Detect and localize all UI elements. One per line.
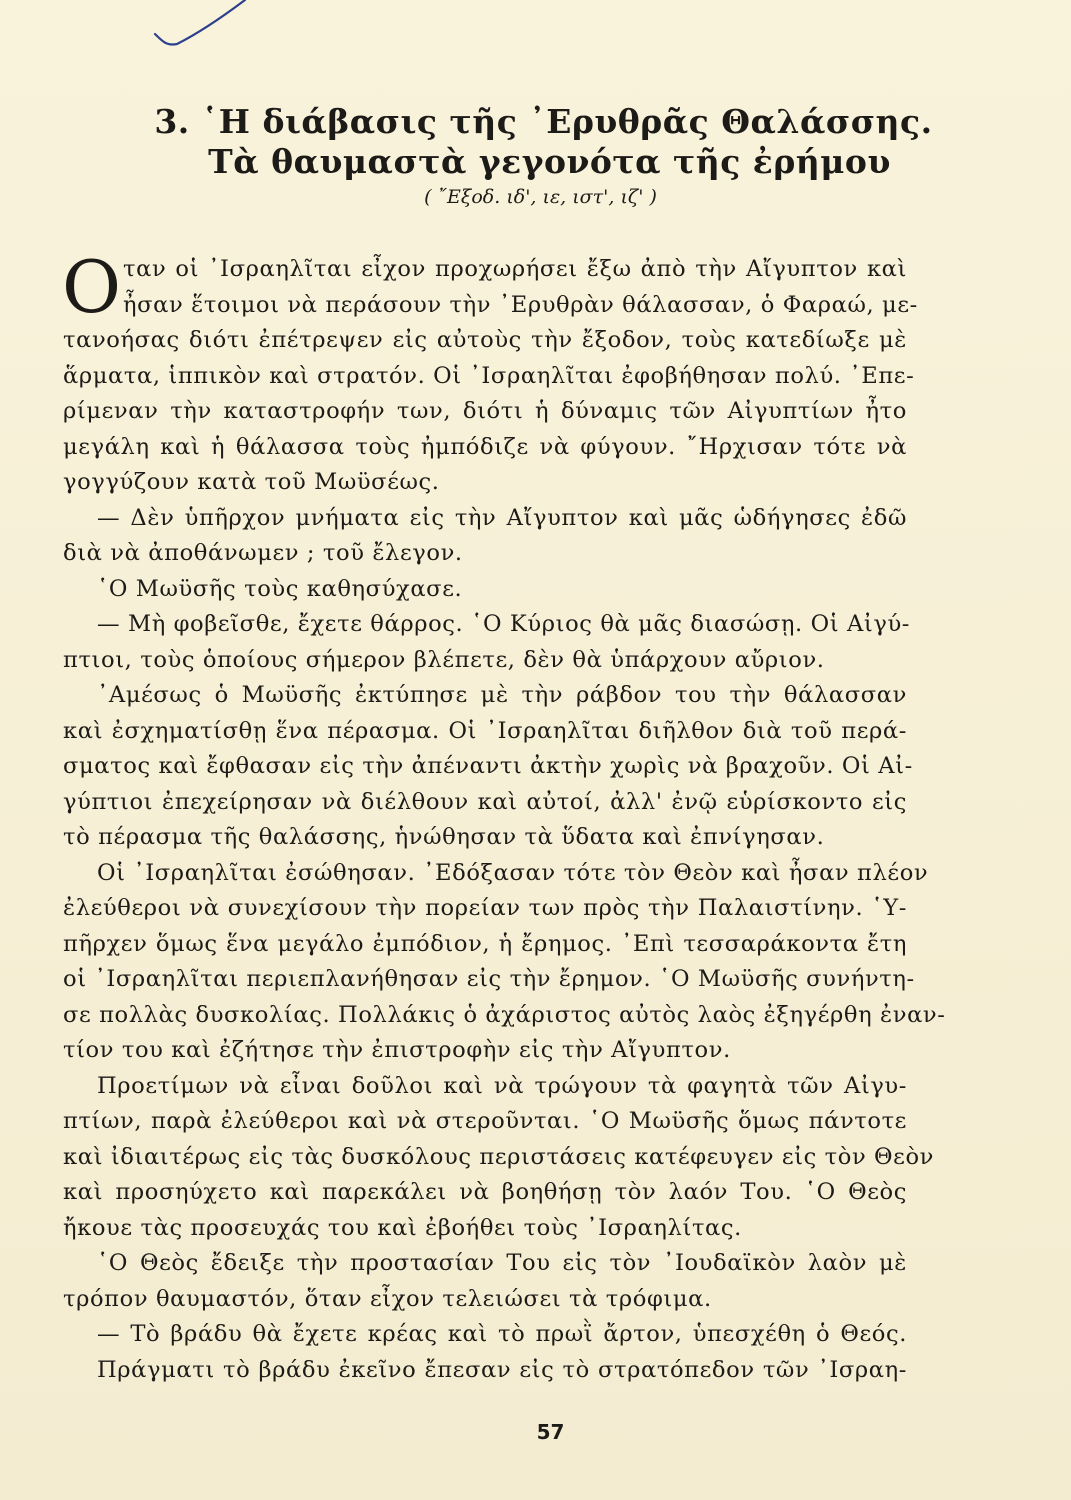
text-line: τρόπον θαυμαστόν, ὅταν εἶχον τελειώσει τὰ τρόφιμα. (63, 1285, 712, 1312)
text-line: ῾Ο Μωϋσῆς τοὺς καθησύχασε. (97, 575, 463, 602)
text-line: γύπτιοι ἐπεχείρησαν νὰ διέλθουν καὶ αὐτοί, ἀλλ' ἐνῷ εὑρίσκοντο εἰς (63, 788, 907, 815)
text-line: καὶ ἰδιαιτέρως εἰς τὰς δυσκόλους περιστάσεις κατέφευγεν εἰς τὸν Θεὸν (63, 1143, 935, 1170)
text-line: καὶ προσηύχετο καὶ παρεκάλει νὰ βοηθήσῃ τὸν λαόν Του. ῾Ο Θεὸς (63, 1179, 907, 1205)
text-line: σε πολλὰς δυσκολίας. Πολλάκις ὁ ἀχάριστος αὐτὸς λαὸς ἐξηγέρθη ἐναν- (63, 1001, 946, 1028)
text-line: — Τὸ βράδυ θὰ ἔχετε κρέας καὶ τὸ πρωῒ ἄρτον, ὑπεσχέθη ὁ Θεός. (97, 1321, 907, 1347)
text-line: Οἱ ᾿Ισραηλῖται ἐσώθησαν. ᾿Εδόξασαν τότε τὸν Θεὸν καὶ ἦσαν πλέον (97, 859, 929, 886)
text-line: τίον του καὶ ἐζήτησε τὴν ἐπιστροφὴν εἰς τὴν Αἴγυπτον. (63, 1037, 731, 1063)
chapter-subtitle: Τὰ θαυμαστὰ γεγονότα τῆς ἐρήμου (208, 142, 891, 181)
text-line: Πράγματι τὸ βράδυ ἐκεῖνο ἔπεσαν εἰς τὸ στρατόπεδον τῶν ᾿Ισραη- (97, 1356, 907, 1383)
body-text (62, 245, 946, 1388)
text-line: ταν οἱ ᾿Ισραηλῖται εἶχον προχωρήσει ἔξω ἀπὸ τὴν Αἴγυπτον καὶ (123, 256, 907, 282)
page-number: 57 (536, 1420, 565, 1444)
text-line: γογγύζουν κατὰ τοῦ Μωϋσέως. (63, 469, 440, 495)
drop-cap-letter: Ο (62, 245, 122, 329)
text-line: ἤκουε τὰς προσευχάς του καὶ ἐβοήθει τοὺς ᾿Ισραηλίτας. (63, 1214, 742, 1241)
text-line: ᾿Αμέσως ὁ Μωϋσῆς ἐκτύπησε μὲ τὴν ράβδον του τὴν θάλασσαν (97, 682, 907, 708)
text-line: ρίμεναν τὴν καταστροφήν των, διότι ἡ δύναμις τῶν Αἰγυπτίων ἦτο (63, 398, 907, 424)
text-line: οἱ ᾿Ισραηλῖται περιεπλανήθησαν εἰς τὴν ἔρημον. ῾Ο Μωϋσῆς συνήντη- (63, 966, 915, 992)
text-line: ῾Ο Θεὸς ἔδειξε τὴν προστασίαν Του εἰς τὸν ᾿Ιουδαϊκὸν λαὸν μὲ (97, 1250, 907, 1276)
scripture-reference: ( ῎Εξοδ. ιδ', ιε, ιστ', ιζ' ) (424, 186, 657, 208)
text-line: σματος καὶ ἔφθασαν εἰς τὴν ἀπέναντι ἀκτὴν χωρὶς νὰ βραχοῦν. Οἱ Αἰ- (63, 753, 913, 779)
text-line: — Δὲν ὑπῆρχον μνήματα εἰς τὴν Αἴγυπτον καὶ μᾶς ὡδήγησες ἐδῶ (97, 504, 907, 531)
text-line: ἅρματα, ἱππικὸν καὶ στρατόν. Οἱ ᾿Ισραηλῖται ἐφοβήθησαν πολύ. ᾿Επε- (63, 362, 915, 389)
text-line: πῆρχεν ὅμως ἕνα μεγάλο ἐμπόδιον, ἡ ἔρημος. ᾿Επὶ τεσσαράκοντα ἔτη (63, 930, 907, 957)
text-line: καὶ ἐσχηματίσθῃ ἕνα πέρασμα. Οἱ ᾿Ισραηλῖται διῆλθον διὰ τοῦ περά- (63, 717, 907, 744)
handwritten-check-mark (145, 0, 255, 60)
text-line: ἐλεύθεροι νὰ συνεχίσουν τὴν πορείαν των πρὸς τὴν Παλαιστίνην. ῾Υ- (63, 895, 907, 921)
text-line: μεγάλη καὶ ἡ θάλασσα τοὺς ἠμπόδιζε νὰ φύγουν. ῎Ηρχισαν τότε νὰ (63, 433, 907, 460)
text-line: ἦσαν ἕτοιμοι νὰ περάσουν τὴν ᾿Ερυθρὰν θάλασσαν, ὁ Φαραώ, με- (123, 291, 918, 318)
text-line: — Μὴ φοβεῖσθε, ἔχετε θάρρος. ῾Ο Κύριος θὰ μᾶς διασώσῃ. Οἱ Αἰγύ- (97, 611, 911, 637)
text-line: Προετίμων νὰ εἶναι δοῦλοι καὶ νὰ τρώγουν τὰ φαγητὰ τῶν Αἰγυ- (97, 1072, 907, 1099)
text-line: διὰ νὰ ἀποθάνωμεν ; τοῦ ἔλεγον. (63, 540, 463, 566)
text-line: τὸ πέρασμα τῆς θαλάσσης, ἡνώθησαν τὰ ὕδατα καὶ ἐπνίγησαν. (63, 824, 825, 850)
text-line: πτιοι, τοὺς ὁποίους σήμερον βλέπετε, δὲν θὰ ὑπάρχουν αὔριον. (63, 646, 825, 673)
chapter-title: 3. ῾Η διάβασις τῆς ᾿Ερυθρᾶς Θαλάσσης. (154, 102, 933, 141)
text-line: τανοήσας διότι ἐπέτρεψεν εἰς αὐτοὺς τὴν ἔξοδον, τοὺς κατεδίωξε μὲ (63, 327, 907, 353)
text-line: πτίων, παρὰ ἐλεύθεροι καὶ νὰ στεροῦνται. ῾Ο Μωϋσῆς ὅμως πάντοτε (63, 1108, 907, 1134)
